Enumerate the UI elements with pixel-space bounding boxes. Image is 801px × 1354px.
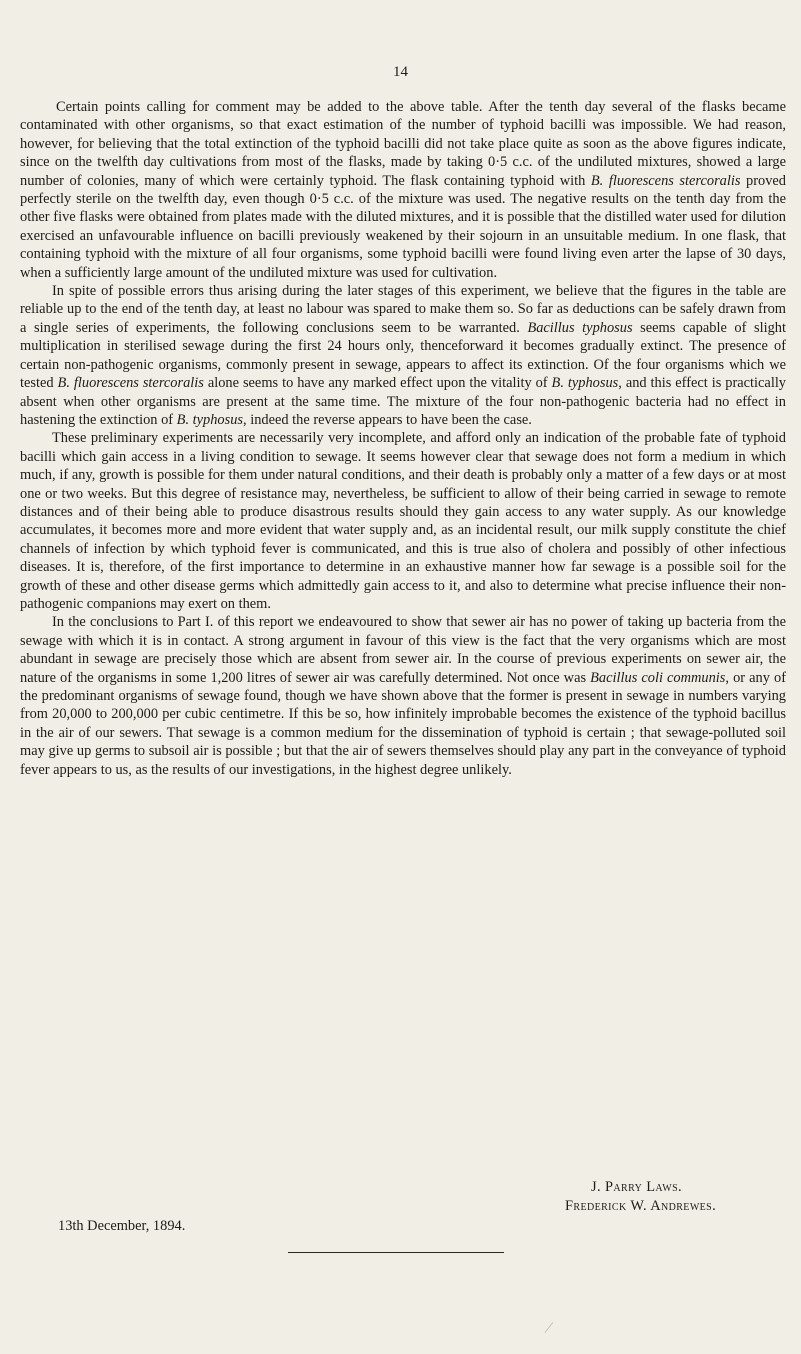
signature-block bbox=[565, 1178, 716, 1216]
paper-mark bbox=[544, 1322, 555, 1335]
body-text bbox=[20, 98, 786, 779]
italic-term: B. fluorescens stercoralis bbox=[57, 375, 204, 392]
text-run: , indeed the reverse appears to have been the case. bbox=[243, 411, 532, 428]
italic-term: B. typhosus bbox=[551, 375, 619, 392]
signature-name: Frederick W. Andrewes. bbox=[565, 1198, 717, 1214]
text-run: , or any of the predominant organisms of sewage found, though we have shown above that the former is present in sewage in numbers varying from 20,000 to 200,000 per cubic centimetre. If this be so, how infinitely improbable becomes the existence of the typhoid bacillus in the air of our sewers. That sewage is a common medium for the dissemination of typhoid is certain ; that sewage-polluted soil may give up germs to subsoil air is possible ; but that the air of sewers themselves should play any part in the conveyance of typhoid fever appears to us, as the results of our investigations, in the highest degree unlikely. bbox=[20, 669, 786, 778]
italic-term: Bacillus coli communis bbox=[590, 669, 726, 686]
text-run: These preliminary experiments are necessarily very incomplete, and afford only an indication of the probable fate of typhoid bacilli which gain access in a living condition to sewage. It seems however clear that sewage does not form a medium in which much, if any, growth is possible for them under natural conditions, and their death is probably only a matter of a few days or at most one or two weeks. But this degree of resistance may, nevertheless, be sufficient to allow of their being carried in sewage to remote distances and of their being able to produce disastrous results should they gain access to any water supply. As our knowledge accumulates, it becomes more and more evident that water supply and, as an incidental result, our milk supply constitute the chief channels of infection by which typhoid fever is communicated, and this is true also of cholera and possibly of other infectious diseases. It is, therefore, of the first importance to determine in an exhaustive manner how far sewage is a possible soil for the growth of these and other disease germs which admittedly gain access to it, and also to determine what precise influence their non-pathogenic companions may exert on them. bbox=[20, 430, 786, 612]
text-run: In spite of possible errors thus arising during the later stages of this experiment, we believe that the figures in the table are reliable up to the end of the tenth day, at least no labour was spared to make them so. So far as deductions can be safely drawn from a single series of experiments, the following conclusions seem to be warranted. bbox=[20, 283, 786, 336]
date-line: 13th December, 1894. bbox=[58, 1218, 186, 1234]
text-run: alone seems to have any marked effect upon the vitality of bbox=[203, 375, 552, 392]
text-run: proved perfectly sterile on the twelfth day, even though 0·5 c.c. of the mixture was used. The negative results on the tenth day from the other five flasks were obtained from plates made with the diluted mixtures, and it is possible that the distilled water used for dilution exercised an unfavourable influence on bacilli previously weakened by their sojourn in an unsuitable medium. In one flask, that containing typhoid with the mixture of all four organisms, some typhoid bacilli were found living even arter the lapse of 30 days, when a sufficiently large amount of the undiluted mixture was used for cultivation. bbox=[20, 172, 787, 281]
text-run: , and this effect is practically absent when other organisms are present at the same time. The mixture of the four non-pathogenic bacteria had no effect in hastening the extinction of bbox=[20, 375, 787, 428]
paragraph bbox=[20, 98, 786, 282]
paragraph bbox=[20, 429, 786, 613]
italic-term: Bacillus typhosus bbox=[527, 319, 633, 336]
paragraph bbox=[20, 613, 786, 779]
text-run: In the conclusions to Part I. of this report we endeavoured to show that sewer air has no power of taking up bacteria from the sewage with which it is in contact. A strong argument in favour of this view is the fact that the very organisms which are most abundant in sewage are precisely those which are absent from sewer air. In the course of previous experiments on sewer air, the nature of the organisms in some 1,200 litres of sewer air was carefully determined. Not once was bbox=[20, 614, 786, 686]
divider-rule bbox=[288, 1252, 504, 1253]
paragraph bbox=[20, 282, 786, 429]
page-number: 14 bbox=[393, 64, 408, 80]
text-run: seems capable of slight multiplication in sterilised sewage during the first 24 hours only, thenceforward it becomes gradually extinct. The presence of certain non-pathogenic organisms, commonly present in sewage, appears to affect its extinction. Of the four organisms which we tested bbox=[20, 319, 786, 392]
text-run: Certain points calling for comment may be added to the above table. After the tenth day several of the flasks became contaminated with other organisms, so that exact estimation of the number of typhoid bacilli was impossible. We had reason, however, for believing that the total extinction of the typhoid bacilli did not take place quite as soon as the above figures indicate, since on the twelfth day cultivations from most of the flasks, made by taking 0·5 c.c. of the undiluted mixtures, showed a large number of colonies, many of which were certainly typhoid. The flask containing typhoid with bbox=[20, 99, 786, 189]
italic-term: B. typhosus bbox=[176, 411, 244, 428]
signature-name: J. Parry Laws. bbox=[591, 1179, 683, 1195]
italic-term: B. fluorescens stercoralis bbox=[590, 172, 741, 189]
